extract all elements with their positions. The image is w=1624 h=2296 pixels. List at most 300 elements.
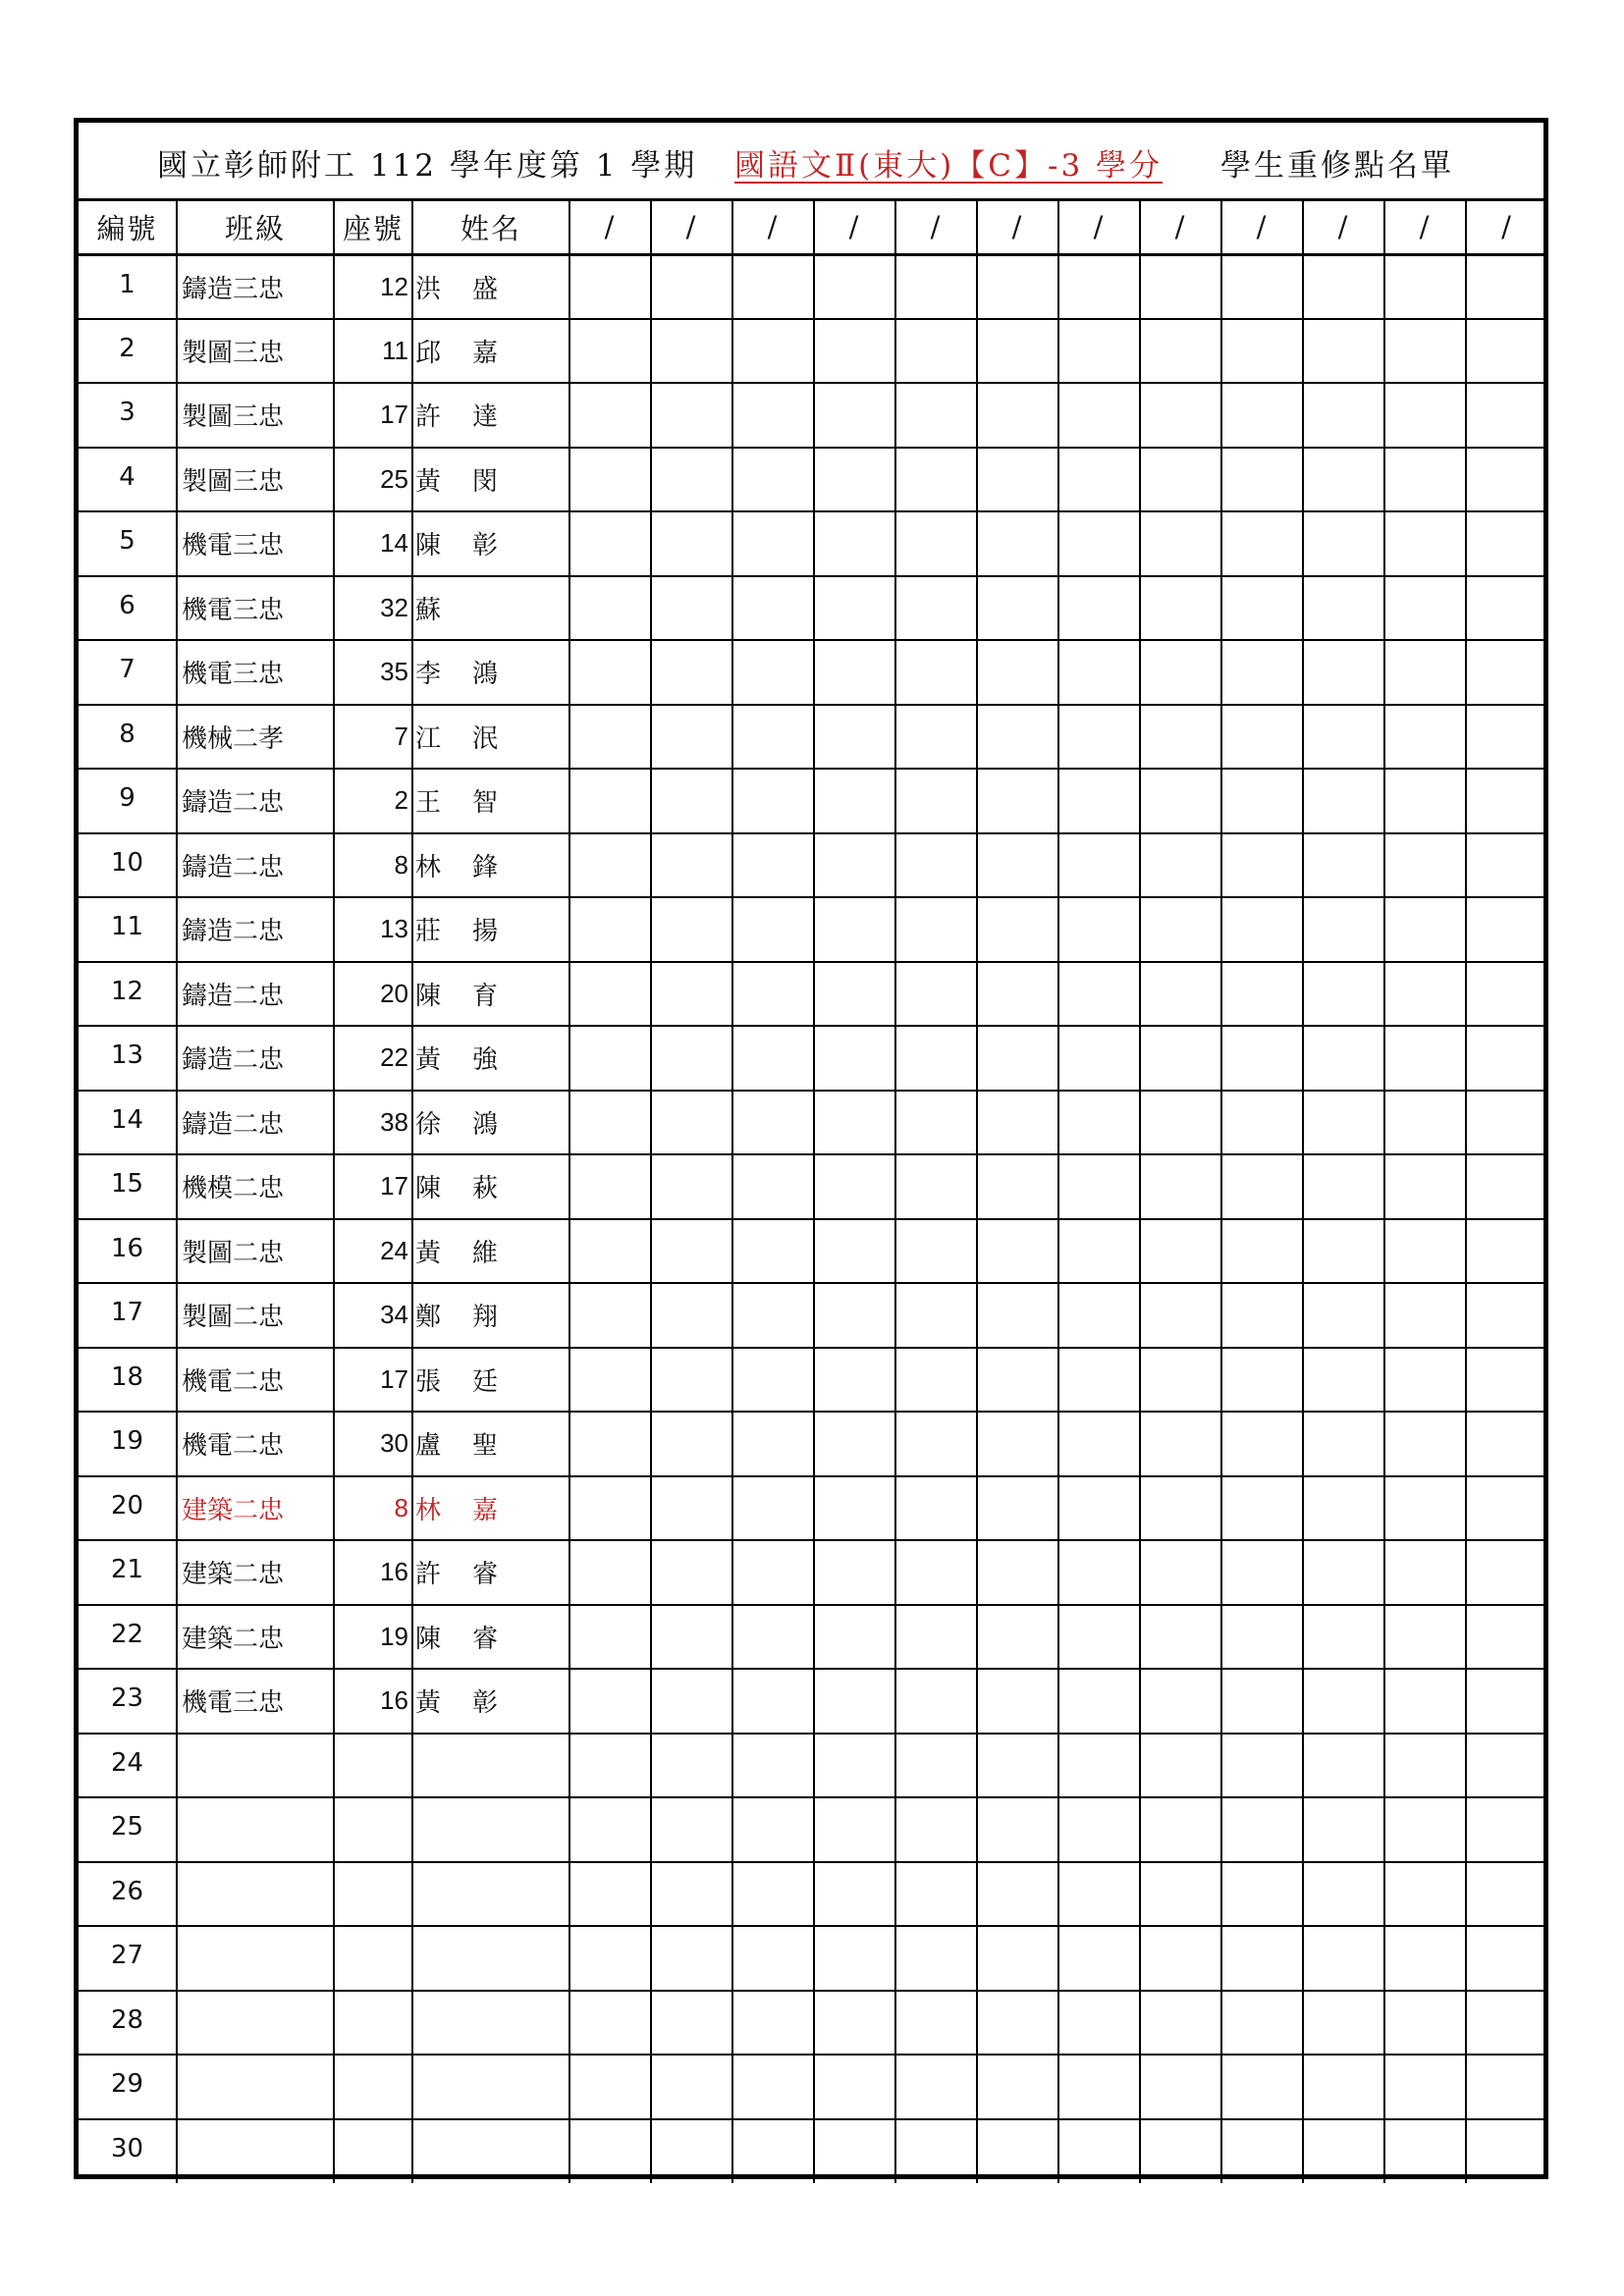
attendance-cell[interactable] xyxy=(814,833,895,898)
attendance-cell[interactable] xyxy=(1466,962,1547,1027)
attendance-cell[interactable] xyxy=(977,833,1058,898)
attendance-cell[interactable] xyxy=(1466,383,1547,448)
attendance-cell[interactable] xyxy=(1384,2055,1466,2119)
attendance-cell[interactable] xyxy=(1384,254,1466,319)
attendance-cell[interactable] xyxy=(814,769,895,833)
attendance-cell[interactable] xyxy=(1140,1412,1221,1476)
attendance-cell[interactable] xyxy=(1058,254,1140,319)
attendance-cell[interactable] xyxy=(895,833,977,898)
attendance-cell[interactable] xyxy=(1221,833,1303,898)
attendance-cell[interactable] xyxy=(1221,1540,1303,1605)
attendance-cell[interactable] xyxy=(977,511,1058,576)
attendance-cell[interactable] xyxy=(569,1219,651,1284)
attendance-cell[interactable] xyxy=(1384,511,1466,576)
attendance-cell[interactable] xyxy=(1384,448,1466,512)
header-date-slot[interactable]: / xyxy=(1384,201,1466,254)
attendance-cell[interactable] xyxy=(1384,640,1466,705)
attendance-cell[interactable] xyxy=(1466,1283,1547,1348)
attendance-cell[interactable] xyxy=(569,1605,651,1670)
attendance-cell[interactable] xyxy=(1140,254,1221,319)
attendance-cell[interactable] xyxy=(895,576,977,641)
attendance-cell[interactable] xyxy=(651,319,732,384)
attendance-cell[interactable] xyxy=(1058,1926,1140,1991)
attendance-cell[interactable] xyxy=(732,1734,814,1798)
attendance-cell[interactable] xyxy=(1058,1091,1140,1155)
attendance-cell[interactable] xyxy=(814,1283,895,1348)
attendance-cell[interactable] xyxy=(1221,640,1303,705)
attendance-cell[interactable] xyxy=(814,1219,895,1284)
attendance-cell[interactable] xyxy=(1384,962,1466,1027)
attendance-cell[interactable] xyxy=(1058,897,1140,962)
attendance-cell[interactable] xyxy=(814,1669,895,1734)
attendance-cell[interactable] xyxy=(1140,383,1221,448)
attendance-cell[interactable] xyxy=(569,511,651,576)
attendance-cell[interactable] xyxy=(1303,1669,1384,1734)
attendance-cell[interactable] xyxy=(1466,769,1547,833)
attendance-cell[interactable] xyxy=(1384,1797,1466,1862)
attendance-cell[interactable] xyxy=(1058,383,1140,448)
attendance-cell[interactable] xyxy=(1303,1026,1384,1091)
attendance-cell[interactable] xyxy=(1303,1540,1384,1605)
attendance-cell[interactable] xyxy=(1221,1926,1303,1991)
attendance-cell[interactable] xyxy=(1466,1605,1547,1670)
attendance-cell[interactable] xyxy=(1058,2055,1140,2119)
header-date-slot[interactable]: / xyxy=(1466,201,1547,254)
attendance-cell[interactable] xyxy=(569,319,651,384)
attendance-cell[interactable] xyxy=(814,1026,895,1091)
attendance-cell[interactable] xyxy=(1303,897,1384,962)
attendance-cell[interactable] xyxy=(1466,1991,1547,2056)
attendance-cell[interactable] xyxy=(1384,1091,1466,1155)
attendance-cell[interactable] xyxy=(1466,1026,1547,1091)
attendance-cell[interactable] xyxy=(1303,2119,1384,2184)
header-date-slot[interactable]: / xyxy=(1221,201,1303,254)
attendance-cell[interactable] xyxy=(1303,254,1384,319)
attendance-cell[interactable] xyxy=(977,319,1058,384)
attendance-cell[interactable] xyxy=(814,1091,895,1155)
attendance-cell[interactable] xyxy=(895,511,977,576)
attendance-cell[interactable] xyxy=(895,1283,977,1348)
attendance-cell[interactable] xyxy=(977,1926,1058,1991)
attendance-cell[interactable] xyxy=(732,1991,814,2056)
attendance-cell[interactable] xyxy=(569,1154,651,1219)
attendance-cell[interactable] xyxy=(1140,1091,1221,1155)
attendance-cell[interactable] xyxy=(1303,1091,1384,1155)
attendance-cell[interactable] xyxy=(651,1412,732,1476)
attendance-cell[interactable] xyxy=(732,897,814,962)
attendance-cell[interactable] xyxy=(1140,448,1221,512)
attendance-cell[interactable] xyxy=(1221,705,1303,770)
attendance-cell[interactable] xyxy=(569,769,651,833)
attendance-cell[interactable] xyxy=(569,1862,651,1927)
attendance-cell[interactable] xyxy=(651,1734,732,1798)
attendance-cell[interactable] xyxy=(651,254,732,319)
attendance-cell[interactable] xyxy=(1303,833,1384,898)
attendance-cell[interactable] xyxy=(1384,1926,1466,1991)
attendance-cell[interactable] xyxy=(895,1026,977,1091)
attendance-cell[interactable] xyxy=(569,1091,651,1155)
attendance-cell[interactable] xyxy=(651,1605,732,1670)
attendance-cell[interactable] xyxy=(977,1412,1058,1476)
header-date-slot[interactable]: / xyxy=(1303,201,1384,254)
attendance-cell[interactable] xyxy=(1303,1219,1384,1284)
attendance-cell[interactable] xyxy=(1384,2119,1466,2184)
attendance-cell[interactable] xyxy=(977,1283,1058,1348)
attendance-cell[interactable] xyxy=(1384,383,1466,448)
attendance-cell[interactable] xyxy=(569,640,651,705)
attendance-cell[interactable] xyxy=(977,1991,1058,2056)
attendance-cell[interactable] xyxy=(732,1219,814,1284)
attendance-cell[interactable] xyxy=(1221,2119,1303,2184)
attendance-cell[interactable] xyxy=(1221,1219,1303,1284)
attendance-cell[interactable] xyxy=(1221,1669,1303,1734)
attendance-cell[interactable] xyxy=(1384,1540,1466,1605)
attendance-cell[interactable] xyxy=(977,1154,1058,1219)
attendance-cell[interactable] xyxy=(1221,1862,1303,1927)
attendance-cell[interactable] xyxy=(895,383,977,448)
attendance-cell[interactable] xyxy=(1140,1476,1221,1541)
attendance-cell[interactable] xyxy=(1058,1283,1140,1348)
attendance-cell[interactable] xyxy=(1303,1605,1384,1670)
attendance-cell[interactable] xyxy=(1058,511,1140,576)
attendance-cell[interactable] xyxy=(1303,1926,1384,1991)
attendance-cell[interactable] xyxy=(651,1797,732,1862)
attendance-cell[interactable] xyxy=(1058,769,1140,833)
attendance-cell[interactable] xyxy=(651,576,732,641)
attendance-cell[interactable] xyxy=(1303,1991,1384,2056)
attendance-cell[interactable] xyxy=(977,1862,1058,1927)
attendance-cell[interactable] xyxy=(1384,705,1466,770)
attendance-cell[interactable] xyxy=(895,319,977,384)
attendance-cell[interactable] xyxy=(814,448,895,512)
attendance-cell[interactable] xyxy=(1384,1862,1466,1927)
attendance-cell[interactable] xyxy=(895,1991,977,2056)
attendance-cell[interactable] xyxy=(732,2055,814,2119)
attendance-cell[interactable] xyxy=(895,2119,977,2184)
attendance-cell[interactable] xyxy=(569,1797,651,1862)
attendance-cell[interactable] xyxy=(895,1091,977,1155)
attendance-cell[interactable] xyxy=(1221,1476,1303,1541)
attendance-cell[interactable] xyxy=(895,1219,977,1284)
attendance-cell[interactable] xyxy=(569,254,651,319)
attendance-cell[interactable] xyxy=(1058,1605,1140,1670)
attendance-cell[interactable] xyxy=(732,1348,814,1413)
attendance-cell[interactable] xyxy=(814,2055,895,2119)
attendance-cell[interactable] xyxy=(1140,705,1221,770)
attendance-cell[interactable] xyxy=(651,1540,732,1605)
attendance-cell[interactable] xyxy=(1466,1926,1547,1991)
attendance-cell[interactable] xyxy=(1058,448,1140,512)
attendance-cell[interactable] xyxy=(1058,962,1140,1027)
attendance-cell[interactable] xyxy=(1221,1154,1303,1219)
attendance-cell[interactable] xyxy=(732,1669,814,1734)
attendance-cell[interactable] xyxy=(977,1797,1058,1862)
attendance-cell[interactable] xyxy=(569,1348,651,1413)
attendance-cell[interactable] xyxy=(732,1797,814,1862)
attendance-cell[interactable] xyxy=(1058,833,1140,898)
attendance-cell[interactable] xyxy=(1466,1091,1547,1155)
attendance-cell[interactable] xyxy=(1140,576,1221,641)
attendance-cell[interactable] xyxy=(814,511,895,576)
attendance-cell[interactable] xyxy=(977,448,1058,512)
attendance-cell[interactable] xyxy=(569,2055,651,2119)
attendance-cell[interactable] xyxy=(1303,448,1384,512)
attendance-cell[interactable] xyxy=(1384,833,1466,898)
attendance-cell[interactable] xyxy=(569,1669,651,1734)
attendance-cell[interactable] xyxy=(1221,962,1303,1027)
attendance-cell[interactable] xyxy=(569,1540,651,1605)
attendance-cell[interactable] xyxy=(651,1991,732,2056)
attendance-cell[interactable] xyxy=(1303,1412,1384,1476)
header-date-slot[interactable]: / xyxy=(732,201,814,254)
header-date-slot[interactable]: / xyxy=(1058,201,1140,254)
attendance-cell[interactable] xyxy=(569,1926,651,1991)
attendance-cell[interactable] xyxy=(1466,1154,1547,1219)
attendance-cell[interactable] xyxy=(1140,1605,1221,1670)
attendance-cell[interactable] xyxy=(651,1219,732,1284)
attendance-cell[interactable] xyxy=(1303,1348,1384,1413)
attendance-cell[interactable] xyxy=(732,833,814,898)
attendance-cell[interactable] xyxy=(1058,640,1140,705)
header-date-slot[interactable]: / xyxy=(569,201,651,254)
attendance-cell[interactable] xyxy=(1058,1348,1140,1413)
attendance-cell[interactable] xyxy=(977,705,1058,770)
attendance-cell[interactable] xyxy=(651,1862,732,1927)
attendance-cell[interactable] xyxy=(895,705,977,770)
attendance-cell[interactable] xyxy=(732,1862,814,1927)
attendance-cell[interactable] xyxy=(732,383,814,448)
attendance-cell[interactable] xyxy=(651,897,732,962)
attendance-cell[interactable] xyxy=(569,1412,651,1476)
attendance-cell[interactable] xyxy=(1221,1348,1303,1413)
attendance-cell[interactable] xyxy=(814,962,895,1027)
attendance-cell[interactable] xyxy=(1140,511,1221,576)
attendance-cell[interactable] xyxy=(1466,319,1547,384)
attendance-cell[interactable] xyxy=(977,1091,1058,1155)
attendance-cell[interactable] xyxy=(977,1348,1058,1413)
attendance-cell[interactable] xyxy=(732,448,814,512)
attendance-cell[interactable] xyxy=(977,1605,1058,1670)
attendance-cell[interactable] xyxy=(1466,1797,1547,1862)
attendance-cell[interactable] xyxy=(1466,254,1547,319)
attendance-cell[interactable] xyxy=(1384,1734,1466,1798)
attendance-cell[interactable] xyxy=(814,254,895,319)
attendance-cell[interactable] xyxy=(1140,1540,1221,1605)
attendance-cell[interactable] xyxy=(814,1991,895,2056)
attendance-cell[interactable] xyxy=(1058,1797,1140,1862)
attendance-cell[interactable] xyxy=(732,511,814,576)
attendance-cell[interactable] xyxy=(1466,448,1547,512)
attendance-cell[interactable] xyxy=(977,576,1058,641)
attendance-cell[interactable] xyxy=(1384,1283,1466,1348)
attendance-cell[interactable] xyxy=(1221,2055,1303,2119)
attendance-cell[interactable] xyxy=(1303,576,1384,641)
attendance-cell[interactable] xyxy=(1221,1283,1303,1348)
attendance-cell[interactable] xyxy=(732,576,814,641)
attendance-cell[interactable] xyxy=(977,1219,1058,1284)
attendance-cell[interactable] xyxy=(814,1348,895,1413)
attendance-cell[interactable] xyxy=(1466,1219,1547,1284)
attendance-cell[interactable] xyxy=(569,448,651,512)
attendance-cell[interactable] xyxy=(1140,1283,1221,1348)
attendance-cell[interactable] xyxy=(1303,769,1384,833)
attendance-cell[interactable] xyxy=(1221,383,1303,448)
attendance-cell[interactable] xyxy=(1058,2119,1140,2184)
attendance-cell[interactable] xyxy=(569,1283,651,1348)
attendance-cell[interactable] xyxy=(814,383,895,448)
attendance-cell[interactable] xyxy=(1303,1476,1384,1541)
attendance-cell[interactable] xyxy=(1466,2055,1547,2119)
attendance-cell[interactable] xyxy=(977,897,1058,962)
attendance-cell[interactable] xyxy=(1058,1412,1140,1476)
attendance-cell[interactable] xyxy=(651,511,732,576)
attendance-cell[interactable] xyxy=(651,1154,732,1219)
attendance-cell[interactable] xyxy=(1221,1605,1303,1670)
attendance-cell[interactable] xyxy=(1303,511,1384,576)
attendance-cell[interactable] xyxy=(1303,1797,1384,1862)
attendance-cell[interactable] xyxy=(814,705,895,770)
attendance-cell[interactable] xyxy=(1466,511,1547,576)
attendance-cell[interactable] xyxy=(1221,769,1303,833)
attendance-cell[interactable] xyxy=(1140,1991,1221,2056)
attendance-cell[interactable] xyxy=(651,1091,732,1155)
attendance-cell[interactable] xyxy=(1466,1862,1547,1927)
attendance-cell[interactable] xyxy=(1221,254,1303,319)
attendance-cell[interactable] xyxy=(1466,1734,1547,1798)
attendance-cell[interactable] xyxy=(732,1926,814,1991)
attendance-cell[interactable] xyxy=(1058,1219,1140,1284)
attendance-cell[interactable] xyxy=(814,1862,895,1927)
attendance-cell[interactable] xyxy=(1466,1476,1547,1541)
attendance-cell[interactable] xyxy=(732,1283,814,1348)
attendance-cell[interactable] xyxy=(732,1540,814,1605)
attendance-cell[interactable] xyxy=(1384,1219,1466,1284)
attendance-cell[interactable] xyxy=(1466,1669,1547,1734)
attendance-cell[interactable] xyxy=(1384,897,1466,962)
attendance-cell[interactable] xyxy=(814,319,895,384)
attendance-cell[interactable] xyxy=(895,769,977,833)
attendance-cell[interactable] xyxy=(977,1669,1058,1734)
attendance-cell[interactable] xyxy=(895,1540,977,1605)
attendance-cell[interactable] xyxy=(895,254,977,319)
attendance-cell[interactable] xyxy=(1466,897,1547,962)
attendance-cell[interactable] xyxy=(814,1412,895,1476)
attendance-cell[interactable] xyxy=(895,640,977,705)
attendance-cell[interactable] xyxy=(651,1669,732,1734)
attendance-cell[interactable] xyxy=(1384,576,1466,641)
attendance-cell[interactable] xyxy=(977,962,1058,1027)
attendance-cell[interactable] xyxy=(651,448,732,512)
attendance-cell[interactable] xyxy=(1140,1862,1221,1927)
attendance-cell[interactable] xyxy=(1303,2055,1384,2119)
attendance-cell[interactable] xyxy=(895,1605,977,1670)
attendance-cell[interactable] xyxy=(732,705,814,770)
attendance-cell[interactable] xyxy=(1466,576,1547,641)
attendance-cell[interactable] xyxy=(1384,1991,1466,2056)
attendance-cell[interactable] xyxy=(977,1026,1058,1091)
attendance-cell[interactable] xyxy=(1221,1734,1303,1798)
attendance-cell[interactable] xyxy=(732,319,814,384)
attendance-cell[interactable] xyxy=(977,769,1058,833)
attendance-cell[interactable] xyxy=(895,1476,977,1541)
attendance-cell[interactable] xyxy=(814,2119,895,2184)
attendance-cell[interactable] xyxy=(732,1154,814,1219)
attendance-cell[interactable] xyxy=(1221,511,1303,576)
attendance-cell[interactable] xyxy=(1058,705,1140,770)
attendance-cell[interactable] xyxy=(651,1926,732,1991)
attendance-cell[interactable] xyxy=(651,2055,732,2119)
attendance-cell[interactable] xyxy=(1384,1412,1466,1476)
attendance-cell[interactable] xyxy=(1140,1926,1221,1991)
attendance-cell[interactable] xyxy=(1384,769,1466,833)
attendance-cell[interactable] xyxy=(1058,1154,1140,1219)
attendance-cell[interactable] xyxy=(1058,1991,1140,2056)
attendance-cell[interactable] xyxy=(1303,1154,1384,1219)
attendance-cell[interactable] xyxy=(569,1991,651,2056)
attendance-cell[interactable] xyxy=(1140,1219,1221,1284)
attendance-cell[interactable] xyxy=(1140,1734,1221,1798)
attendance-cell[interactable] xyxy=(1466,705,1547,770)
attendance-cell[interactable] xyxy=(814,1476,895,1541)
attendance-cell[interactable] xyxy=(1140,833,1221,898)
attendance-cell[interactable] xyxy=(1221,897,1303,962)
attendance-cell[interactable] xyxy=(569,1734,651,1798)
attendance-cell[interactable] xyxy=(569,705,651,770)
attendance-cell[interactable] xyxy=(895,1797,977,1862)
attendance-cell[interactable] xyxy=(814,897,895,962)
attendance-cell[interactable] xyxy=(1221,576,1303,641)
attendance-cell[interactable] xyxy=(732,1476,814,1541)
attendance-cell[interactable] xyxy=(1384,1026,1466,1091)
attendance-cell[interactable] xyxy=(1303,383,1384,448)
attendance-cell[interactable] xyxy=(1384,319,1466,384)
attendance-cell[interactable] xyxy=(651,640,732,705)
attendance-cell[interactable] xyxy=(1058,1540,1140,1605)
attendance-cell[interactable] xyxy=(651,833,732,898)
attendance-cell[interactable] xyxy=(651,769,732,833)
attendance-cell[interactable] xyxy=(569,383,651,448)
attendance-cell[interactable] xyxy=(895,1926,977,1991)
attendance-cell[interactable] xyxy=(651,383,732,448)
attendance-cell[interactable] xyxy=(732,254,814,319)
attendance-cell[interactable] xyxy=(1058,1476,1140,1541)
attendance-cell[interactable] xyxy=(977,1540,1058,1605)
attendance-cell[interactable] xyxy=(1466,833,1547,898)
attendance-cell[interactable] xyxy=(1303,640,1384,705)
attendance-cell[interactable] xyxy=(977,640,1058,705)
attendance-cell[interactable] xyxy=(569,833,651,898)
header-date-slot[interactable]: / xyxy=(1140,201,1221,254)
attendance-cell[interactable] xyxy=(569,1026,651,1091)
attendance-cell[interactable] xyxy=(1221,1412,1303,1476)
attendance-cell[interactable] xyxy=(1140,1154,1221,1219)
attendance-cell[interactable] xyxy=(1303,962,1384,1027)
attendance-cell[interactable] xyxy=(1466,640,1547,705)
header-date-slot[interactable]: / xyxy=(977,201,1058,254)
attendance-cell[interactable] xyxy=(1303,319,1384,384)
attendance-cell[interactable] xyxy=(1140,1348,1221,1413)
attendance-cell[interactable] xyxy=(977,383,1058,448)
attendance-cell[interactable] xyxy=(895,1412,977,1476)
attendance-cell[interactable] xyxy=(651,962,732,1027)
attendance-cell[interactable] xyxy=(569,962,651,1027)
attendance-cell[interactable] xyxy=(569,2119,651,2184)
attendance-cell[interactable] xyxy=(1140,2055,1221,2119)
attendance-cell[interactable] xyxy=(1466,2119,1547,2184)
attendance-cell[interactable] xyxy=(1058,576,1140,641)
attendance-cell[interactable] xyxy=(732,1091,814,1155)
attendance-cell[interactable] xyxy=(814,640,895,705)
